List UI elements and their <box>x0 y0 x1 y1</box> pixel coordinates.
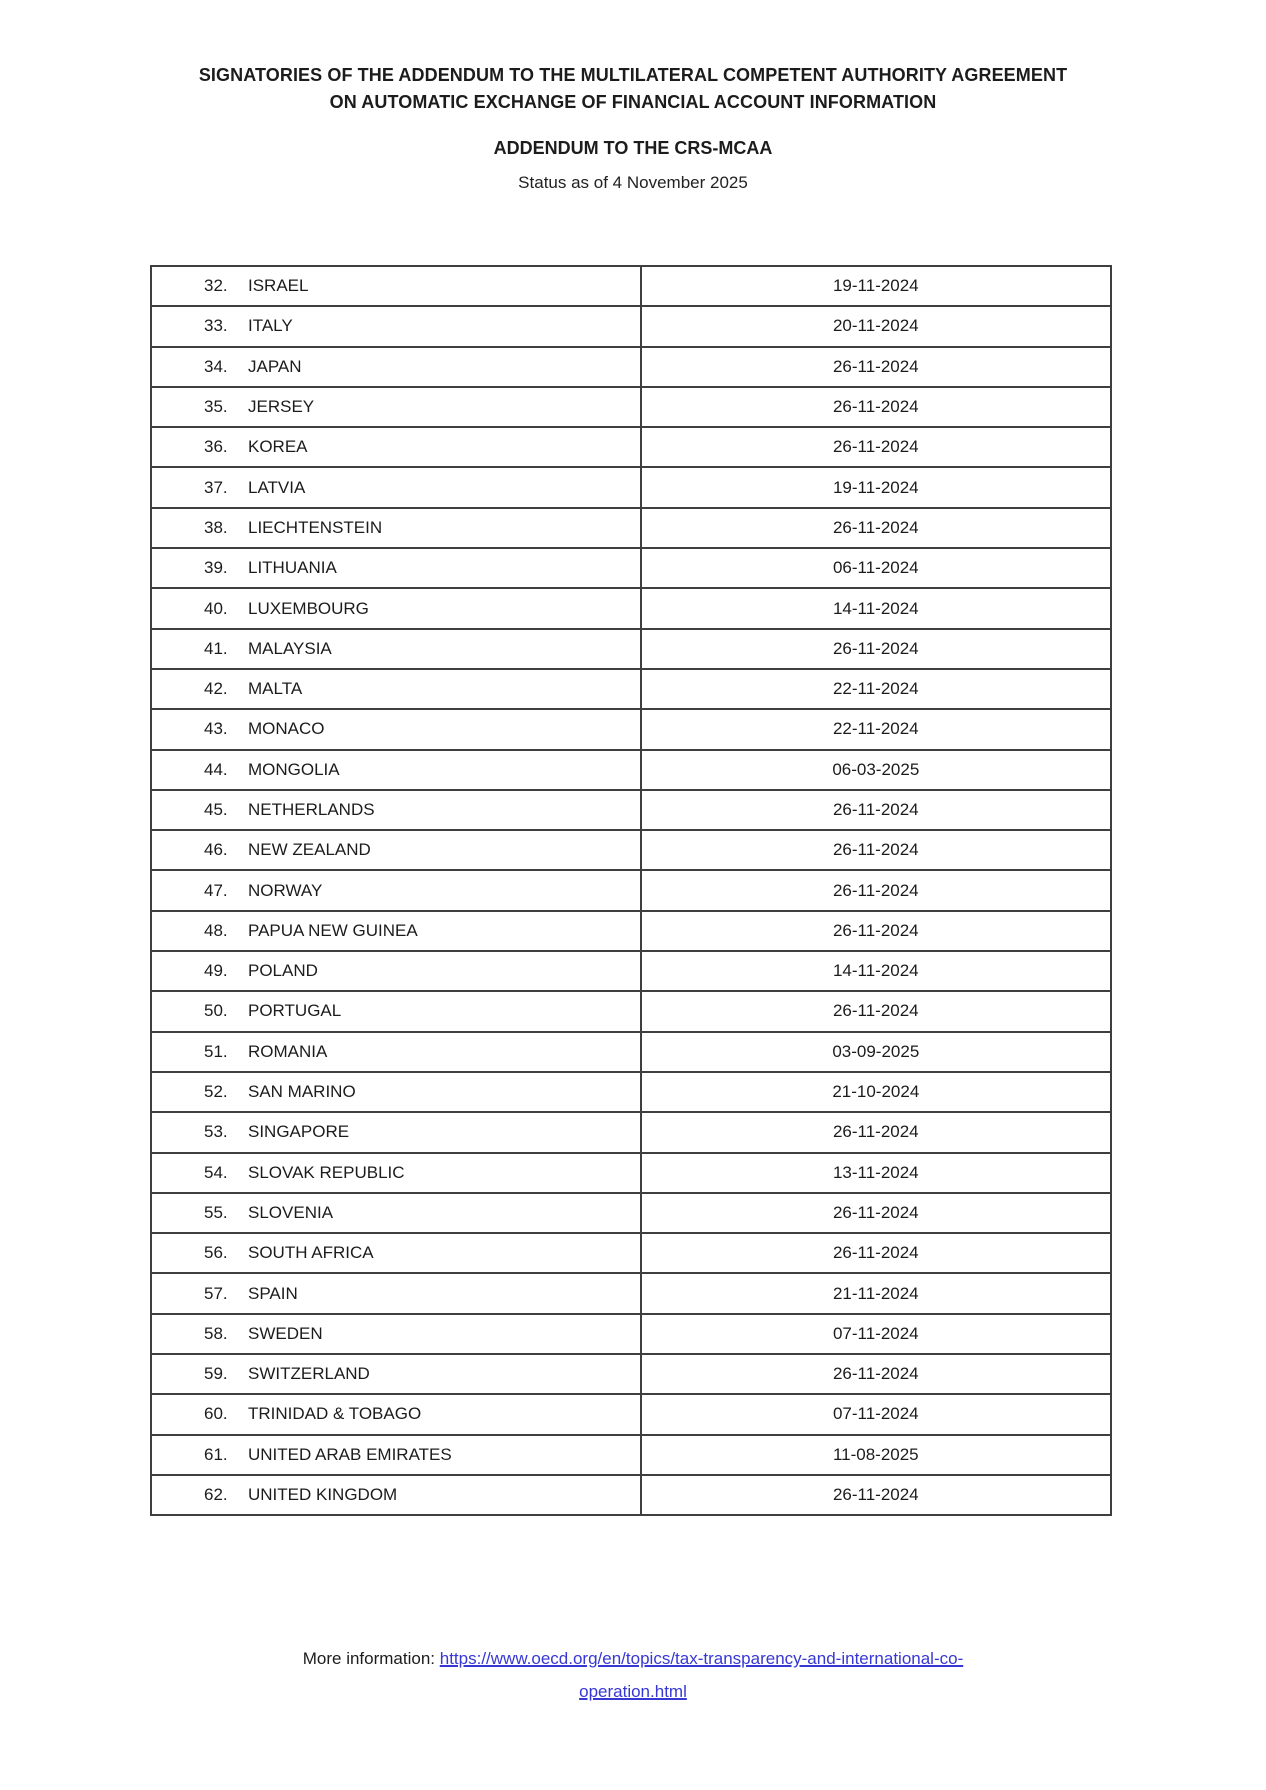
row-number: 37. <box>204 477 228 497</box>
table-row <box>151 1153 1111 1193</box>
row-number: 58. <box>204 1323 228 1343</box>
country-name: SWITZERLAND <box>248 1364 370 1384</box>
row-number: 39. <box>204 558 228 578</box>
country-name: JAPAN <box>248 356 302 376</box>
country-cell <box>151 870 641 910</box>
signature-date-cell: 26-11-2024 <box>641 629 1111 669</box>
country-cell <box>151 1153 641 1193</box>
signature-date-cell: 11-08-2025 <box>641 1435 1111 1475</box>
signature-date-cell: 14-11-2024 <box>641 951 1111 991</box>
table-row <box>151 1273 1111 1313</box>
row-number: 36. <box>204 437 228 457</box>
signature-date-cell: 20-11-2024 <box>641 306 1111 346</box>
signature-date-cell: 26-11-2024 <box>641 508 1111 548</box>
page-title-line2: ON AUTOMATIC EXCHANGE OF FINANCIAL ACCOUNT INFORMATION <box>329 92 937 112</box>
signature-date-cell: 26-11-2024 <box>641 790 1111 830</box>
row-number: 54. <box>204 1162 228 1182</box>
country-name: NORWAY <box>248 880 323 900</box>
country-cell <box>151 1233 641 1273</box>
country-cell <box>151 508 641 548</box>
table-row <box>151 427 1111 467</box>
signature-date-cell: 22-11-2024 <box>641 709 1111 749</box>
country-cell <box>151 951 641 991</box>
table-row <box>151 911 1111 951</box>
table-row <box>151 951 1111 991</box>
signature-date-cell: 26-11-2024 <box>641 1233 1111 1273</box>
country-name: ITALY <box>248 316 293 336</box>
country-name: PORTUGAL <box>248 1001 342 1021</box>
country-name: MALTA <box>248 679 303 699</box>
country-cell <box>151 1072 641 1112</box>
page-subtitle: ADDENDUM TO THE CRS-MCAA <box>493 138 773 158</box>
signature-date-cell: 26-11-2024 <box>641 1193 1111 1233</box>
table-row <box>151 1193 1111 1233</box>
row-number: 45. <box>204 800 228 819</box>
row-number: 55. <box>204 1202 228 1222</box>
country-cell <box>151 1112 641 1152</box>
country-name: ISRAEL <box>248 276 309 296</box>
signature-date-cell: 26-11-2024 <box>641 870 1111 910</box>
country-name: SAN MARINO <box>248 1082 356 1102</box>
country-name: SWEDEN <box>248 1323 323 1343</box>
country-cell <box>151 1314 641 1354</box>
table-row <box>151 709 1111 749</box>
signature-date-cell: 14-11-2024 <box>641 588 1111 628</box>
country-cell <box>151 991 641 1031</box>
status-line: Status as of 4 November 2025 <box>518 173 748 192</box>
page-title-line1: SIGNATORIES OF THE ADDENDUM TO THE MULTILATERAL COMPETENT AUTHORITY AGREEMENT <box>198 65 1068 85</box>
row-number: 62. <box>204 1485 228 1505</box>
signatories-table <box>150 265 1112 1516</box>
country-cell <box>151 387 641 427</box>
signatories-table-body <box>151 266 1111 1515</box>
table-row <box>151 1233 1111 1273</box>
country-name: POLAND <box>248 961 318 981</box>
country-cell <box>151 709 641 749</box>
signature-date-cell: 19-11-2024 <box>641 266 1111 306</box>
table-row <box>151 508 1111 548</box>
row-number: 38. <box>204 517 228 537</box>
signature-date-cell: 06-03-2025 <box>641 750 1111 790</box>
table-row <box>151 1072 1111 1112</box>
row-number: 48. <box>204 920 228 940</box>
signature-date-cell: 19-11-2024 <box>641 467 1111 507</box>
country-name: SINGAPORE <box>248 1122 350 1142</box>
country-name: LUXEMBOURG <box>248 598 369 618</box>
country-cell <box>151 1435 641 1475</box>
row-number: 44. <box>204 759 228 779</box>
row-number: 43. <box>204 719 228 739</box>
country-cell <box>151 750 641 790</box>
signature-date-cell: 26-11-2024 <box>641 1475 1111 1515</box>
country-name: JERSEY <box>248 397 315 417</box>
country-name: KOREA <box>248 437 308 457</box>
table-row <box>151 588 1111 628</box>
page-title <box>0 62 1266 116</box>
country-name: MONGOLIA <box>248 759 340 779</box>
table-row <box>151 1354 1111 1394</box>
more-info-link-line1: https://www.oecd.org/en/topics/tax-transparency-and-international-co- <box>439 1649 964 1668</box>
country-cell <box>151 467 641 507</box>
signature-date-cell: 26-11-2024 <box>641 347 1111 387</box>
country-cell <box>151 1354 641 1394</box>
country-name: NETHERLANDS <box>248 800 375 819</box>
country-name: LITHUANIA <box>248 558 337 578</box>
table-row <box>151 629 1111 669</box>
table-row <box>151 1314 1111 1354</box>
table-row <box>151 467 1111 507</box>
table-row <box>151 750 1111 790</box>
table-row <box>151 306 1111 346</box>
country-cell <box>151 427 641 467</box>
signature-date-cell: 26-11-2024 <box>641 991 1111 1031</box>
country-cell <box>151 629 641 669</box>
row-number: 60. <box>204 1404 228 1424</box>
country-name: UNITED KINGDOM <box>248 1485 398 1505</box>
row-number: 32. <box>204 276 228 296</box>
country-cell <box>151 830 641 870</box>
document-header <box>0 62 1266 193</box>
signature-date-cell: 26-11-2024 <box>641 1112 1111 1152</box>
more-info-link[interactable] <box>440 1649 963 1701</box>
table-row <box>151 347 1111 387</box>
table-row <box>151 870 1111 910</box>
country-name: MONACO <box>248 719 325 739</box>
row-number: 34. <box>204 356 228 376</box>
country-name: UNITED ARAB EMIRATES <box>248 1444 452 1464</box>
signature-date-cell: 26-11-2024 <box>641 387 1111 427</box>
table-row <box>151 266 1111 306</box>
country-name: SOUTH AFRICA <box>248 1243 374 1263</box>
country-cell <box>151 266 641 306</box>
country-cell <box>151 1193 641 1233</box>
table-row <box>151 991 1111 1031</box>
country-cell <box>151 790 641 830</box>
signature-date-cell: 13-11-2024 <box>641 1153 1111 1193</box>
table-row <box>151 1032 1111 1072</box>
country-cell <box>151 347 641 387</box>
row-number: 57. <box>204 1283 228 1303</box>
table-row <box>151 1112 1111 1152</box>
table-row <box>151 1435 1111 1475</box>
country-name: NEW ZEALAND <box>248 840 371 860</box>
signature-date-cell: 26-11-2024 <box>641 1354 1111 1394</box>
signature-date-cell: 21-11-2024 <box>641 1273 1111 1313</box>
country-cell <box>151 911 641 951</box>
signature-date-cell: 07-11-2024 <box>641 1394 1111 1434</box>
row-number: 50. <box>204 1001 228 1021</box>
table-row <box>151 669 1111 709</box>
row-number: 59. <box>204 1364 228 1384</box>
country-cell <box>151 306 641 346</box>
row-number: 61. <box>204 1444 228 1464</box>
signature-date-cell: 03-09-2025 <box>641 1032 1111 1072</box>
country-name: ROMANIA <box>248 1041 328 1061</box>
country-name: SLOVAK REPUBLIC <box>248 1162 405 1182</box>
signature-date-cell: 26-11-2024 <box>641 427 1111 467</box>
document-footer <box>0 1642 1266 1708</box>
signature-date-cell: 21-10-2024 <box>641 1072 1111 1112</box>
row-number: 47. <box>204 880 228 900</box>
country-name: MALAYSIA <box>248 638 332 658</box>
row-number: 35. <box>204 397 228 417</box>
row-number: 49. <box>204 961 228 981</box>
country-name: LIECHTENSTEIN <box>248 517 383 537</box>
signature-date-cell: 22-11-2024 <box>641 669 1111 709</box>
row-number: 42. <box>204 679 228 699</box>
signature-date-cell: 07-11-2024 <box>641 1314 1111 1354</box>
country-cell <box>151 548 641 588</box>
country-cell <box>151 1475 641 1515</box>
row-number: 41. <box>204 638 228 658</box>
country-name: PAPUA NEW GUINEA <box>248 920 418 940</box>
table-row <box>151 387 1111 427</box>
row-number: 40. <box>204 598 228 618</box>
country-name: LATVIA <box>248 477 306 497</box>
table-row <box>151 790 1111 830</box>
row-number: 33. <box>204 316 228 336</box>
country-cell <box>151 1394 641 1434</box>
country-cell <box>151 669 641 709</box>
country-name: SPAIN <box>248 1283 298 1303</box>
table-row <box>151 1475 1111 1515</box>
country-name: TRINIDAD & TOBAGO <box>248 1404 422 1424</box>
more-info-link-line2: operation.html <box>579 1682 687 1701</box>
country-cell <box>151 1032 641 1072</box>
signature-date-cell: 06-11-2024 <box>641 548 1111 588</box>
table-row <box>151 830 1111 870</box>
row-number: 51. <box>204 1041 228 1061</box>
table-row <box>151 1394 1111 1434</box>
more-info-label: More information: <box>302 1649 440 1668</box>
country-name: SLOVENIA <box>248 1202 334 1222</box>
table-row <box>151 548 1111 588</box>
signature-date-cell: 26-11-2024 <box>641 911 1111 951</box>
row-number: 53. <box>204 1122 228 1142</box>
signature-date-cell: 26-11-2024 <box>641 830 1111 870</box>
country-cell <box>151 588 641 628</box>
row-number: 46. <box>204 840 228 860</box>
row-number: 56. <box>204 1243 228 1263</box>
country-cell <box>151 1273 641 1313</box>
row-number: 52. <box>204 1082 228 1102</box>
